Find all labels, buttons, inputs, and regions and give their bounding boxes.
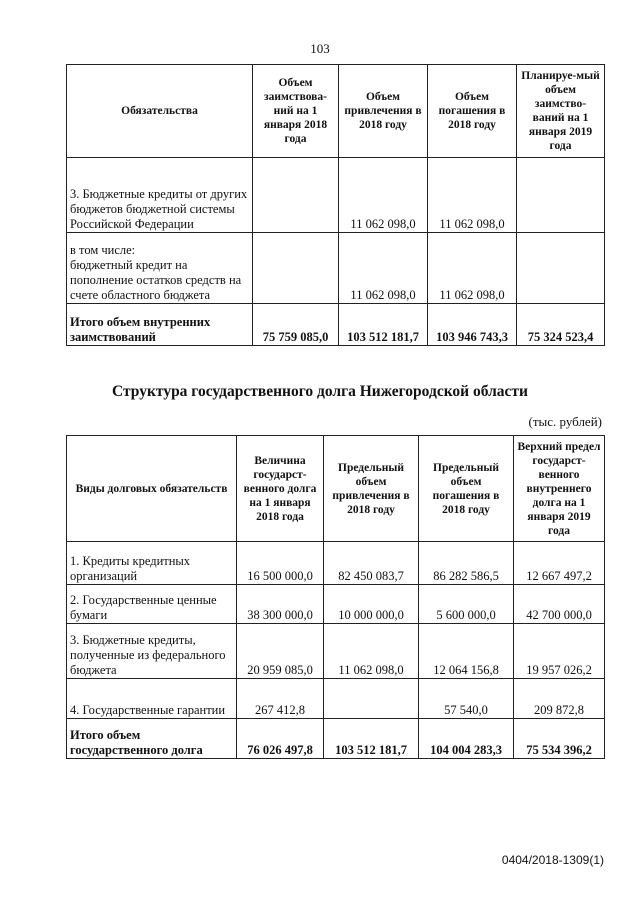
column-header-debt-types: Виды долговых обязательств [67, 436, 237, 542]
cell-value [517, 158, 605, 233]
cell-value: 75 759 085,0 [253, 304, 339, 346]
row-label: 2. Государственные ценные бумаги [67, 585, 237, 624]
cell-value: 103 946 743,3 [428, 304, 517, 346]
column-header-obligations: Обязательства [67, 65, 253, 158]
cell-value: 5 600 000,0 [419, 585, 514, 624]
row-label: 1. Кредиты кредитных организаций [67, 542, 237, 585]
column-header-attraction-volume: Объем привлечения в 2018 году [339, 65, 428, 158]
row-label: Итого объем государственного долга [67, 719, 237, 759]
cell-value: 57 540,0 [419, 679, 514, 719]
cell-value: 11 062 098,0 [324, 624, 419, 679]
cell-value [517, 233, 605, 304]
section-title: Структура государственного долга Нижегородской области [112, 383, 528, 400]
column-header-max-attraction: Предельный объем привлечения в 2018 году [324, 436, 419, 542]
cell-value: 267 412,8 [237, 679, 324, 719]
cell-value: 42 700 000,0 [514, 585, 605, 624]
cell-value: 11 062 098,0 [428, 233, 517, 304]
table-row [67, 158, 605, 233]
cell-value: 75 534 396,2 [514, 719, 605, 759]
cell-value: 38 300 000,0 [237, 585, 324, 624]
cell-value [253, 158, 339, 233]
table-header-row [67, 436, 605, 542]
column-header-debt-amount: Величина государст-венного долга на 1 января 2018 года [237, 436, 324, 542]
cell-value: 76 026 497,8 [237, 719, 324, 759]
cell-value: 12 064 156,8 [419, 624, 514, 679]
cell-value: 86 282 586,5 [419, 542, 514, 585]
row-label: 3. Бюджетные кредиты от других бюджетов бюджетной системы Российской Федерации [67, 158, 253, 233]
cell-value: 12 667 497,2 [514, 542, 605, 585]
cell-value: 209 872,8 [514, 679, 605, 719]
total-row [67, 719, 605, 759]
table-header-row [67, 65, 605, 158]
column-header-repayment-volume: Объем погашения в 2018 году [428, 65, 517, 158]
page-number: 103 [310, 41, 330, 56]
cell-value: 11 062 098,0 [428, 158, 517, 233]
cell-value: 11 062 098,0 [339, 158, 428, 233]
cell-value [324, 679, 419, 719]
total-row [67, 304, 605, 346]
row-label: Итого объем внутренних заимствований [67, 304, 253, 346]
column-header-upper-limit: Верхний предел государст-венного внутреннего долга на 1 января 2019 года [514, 436, 605, 542]
cell-value: 103 512 181,7 [339, 304, 428, 346]
cell-value [253, 233, 339, 304]
table-row [67, 233, 605, 304]
cell-value: 11 062 098,0 [339, 233, 428, 304]
table-row [67, 585, 605, 624]
cell-value: 104 004 283,3 [419, 719, 514, 759]
cell-value: 19 957 026,2 [514, 624, 605, 679]
column-header-planned-volume: Планируе-мый объем заимство-ваний на 1 января 2019 года [517, 65, 605, 158]
table-row [67, 542, 605, 585]
cell-value: 82 450 083,7 [324, 542, 419, 585]
cell-value: 20 959 085,0 [237, 624, 324, 679]
cell-value: 103 512 181,7 [324, 719, 419, 759]
units-label: (тыс. рублей) [528, 414, 602, 429]
debt-structure-table [66, 435, 605, 759]
row-label: 4. Государственные гарантии [67, 679, 237, 719]
row-label: в том числе: бюджетный кредит на пополнение остатков средств на счете областного бюджета [67, 233, 253, 304]
cell-value: 16 500 000,0 [237, 542, 324, 585]
cell-value: 75 324 523,4 [517, 304, 605, 346]
table-row [67, 679, 605, 719]
row-label: 3. Бюджетные кредиты, полученные из федерального бюджета [67, 624, 237, 679]
borrowings-table [66, 64, 605, 346]
column-header-borrowing-volume: Объем заимствова-ний на 1 января 2018 года [253, 65, 339, 158]
column-header-max-repayment: Предельный объем погашения в 2018 году [419, 436, 514, 542]
document-code: 0404/2018-1309(1) [501, 853, 604, 867]
table-row [67, 624, 605, 679]
cell-value: 10 000 000,0 [324, 585, 419, 624]
